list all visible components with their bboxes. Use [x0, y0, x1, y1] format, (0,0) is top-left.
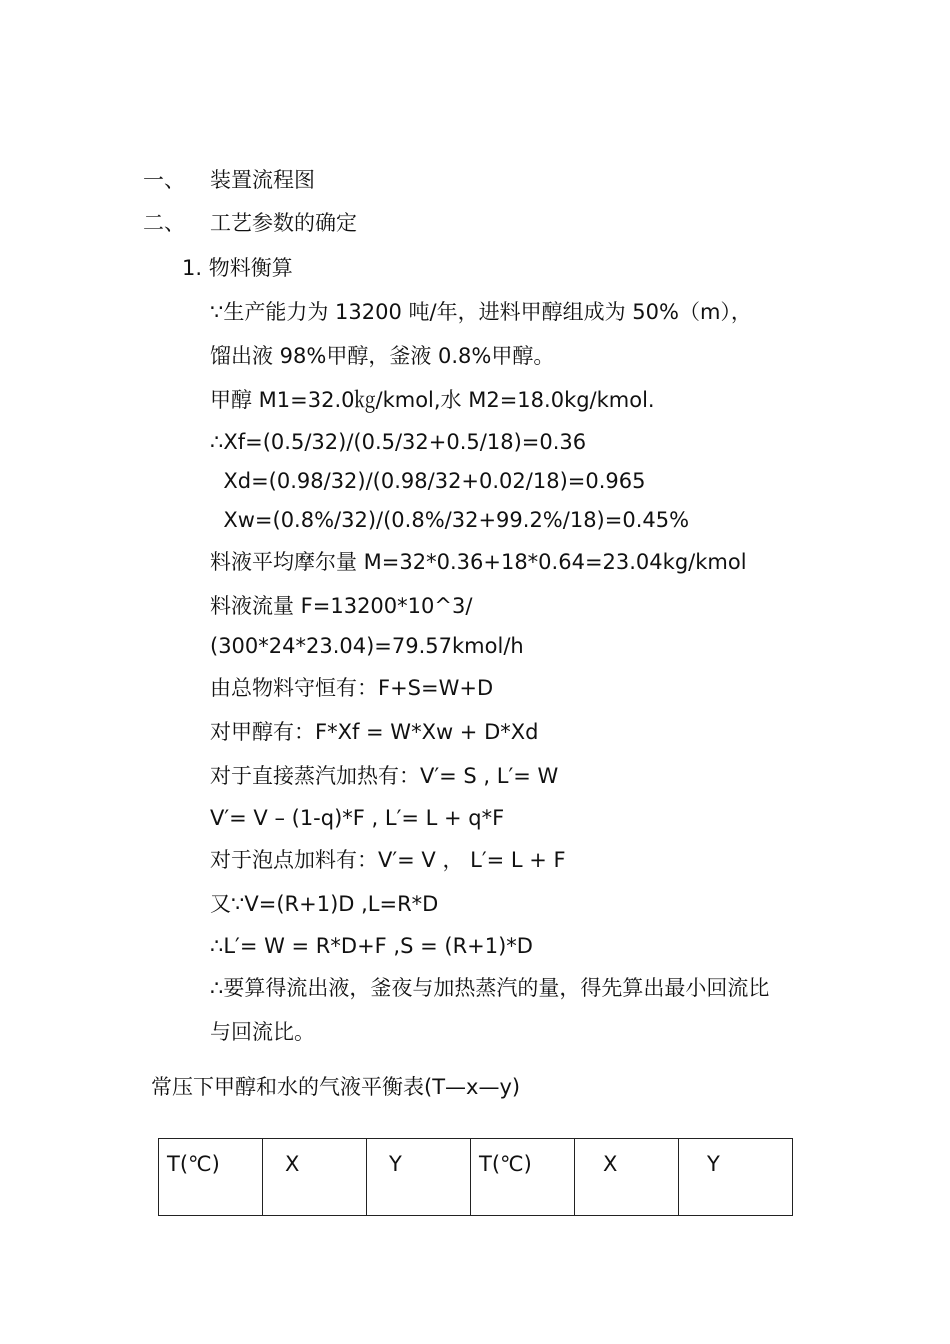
body-line: 料液平均摩尔量 M=32*0.36+18*0.64=23.04kg/kmol — [210, 550, 747, 574]
body-line: ∴L′= W = R*D+F ,S = (R+1)*D — [210, 934, 533, 958]
subsection-title: 1. 物料衡算 — [182, 256, 293, 280]
table-header-row — [159, 1139, 793, 1216]
body-line: Xd=(0.98/32)/(0.98/32+0.02/18)=0.965 — [210, 469, 646, 493]
body-line: 与回流比。 — [210, 1020, 315, 1044]
body-line: ∴Xf=(0.5/32)/(0.5/32+0.5/18)=0.36 — [210, 430, 587, 454]
table-header-cell: Y — [679, 1139, 793, 1216]
body-line: 馏出液 98%甲醇，釜液 0.8%甲醇。 — [210, 344, 555, 368]
body-line: V′= V – (1-q)*F , L′= L + q*F — [210, 806, 505, 830]
body-line: 对于直接蒸汽加热有：V′= S , L′= W — [210, 764, 559, 788]
body-line: 料液流量 F=13200*10^3/ — [210, 594, 473, 618]
body-line: (300*24*23.04)=79.57kmol/h — [210, 634, 524, 658]
table-header-cell: X — [575, 1139, 679, 1216]
heading-2-number: 二、 — [143, 211, 185, 235]
body-line: ∴要算得流出液，釜夜与加热蒸汽的量，得先算出最小回流比 — [210, 976, 770, 1000]
table-header-cell: T(℃) — [471, 1139, 575, 1216]
body-line: 甲醇 M1=32.0㎏/kmol,水 M2=18.0kg/kmol. — [210, 388, 655, 412]
table-header-cell: Y — [367, 1139, 471, 1216]
body-line: 对甲醇有：F*Xf = W*Xw + D*Xd — [210, 720, 539, 744]
body-line: ∵生产能力为 13200 吨/年，进料甲醇组成为 50%（m）， — [210, 300, 752, 324]
vle-table — [158, 1138, 793, 1216]
body-line: 由总物料守恒有：F+S=W+D — [210, 676, 494, 700]
heading-1-text: 装置流程图 — [210, 168, 315, 192]
table-header-cell: X — [263, 1139, 367, 1216]
body-line: 对于泡点加料有：V′= V ， L′= L + F — [210, 848, 566, 872]
table-header-cell: T(℃) — [159, 1139, 263, 1216]
heading-2-text: 工艺参数的确定 — [210, 211, 357, 235]
body-line: Xw=(0.8%/32)/(0.8%/32+99.2%/18)=0.45% — [210, 508, 690, 532]
heading-1-number: 一、 — [143, 168, 185, 192]
body-line: 又∵V=(R+1)D ,L=R*D — [210, 892, 439, 916]
table-caption: 常压下甲醇和水的气液平衡表(T—x—y) — [151, 1075, 521, 1099]
